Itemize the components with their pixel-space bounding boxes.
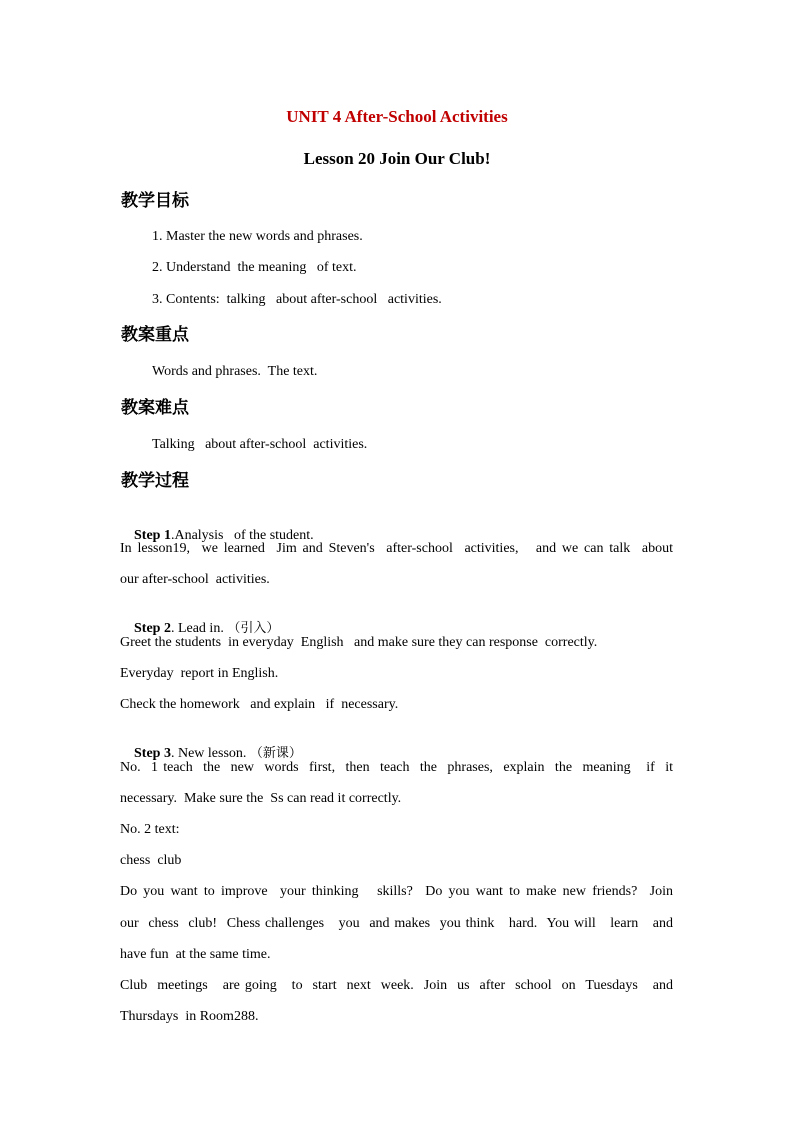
key-points-heading: 教案重点 [121,325,189,345]
step3-label: Step 3 [134,746,171,761]
step2-label: Step 2 [134,621,171,636]
step1-text: .Analysis of the student. [170,528,314,543]
unit-title-text: UNIT 4 After-School Activities [286,107,508,126]
unit-title [0,107,794,127]
step1-paragraph-line-2: our after-school activities. [120,572,270,587]
objective-item-2: 2. Understand the meaning of text. [152,260,357,275]
process-heading: 教学过程 [121,471,189,491]
step2-line-1: Greet the students in everyday English and make sure they can response correctly. [120,635,598,650]
step3-line-2: necessary. Make sure the Ss can read it correctly. [120,791,402,806]
step3-line-4: chess club [120,853,182,868]
step3-text: . New lesson. [170,746,250,761]
step2-line-2: Everyday report in English. [120,666,279,681]
step3-cjk: （新课） [249,746,302,761]
step2-line-3: Check the homework and explain if necessary. [120,697,399,712]
step3-line-6: our chess club! Chess challenges you and makes you think hard. You will learn and [120,916,673,931]
step3-line-5: Do you want to improve your thinking skills? Do you want to make new friends? Join [120,884,673,899]
step3-line-3: No. 2 text: [120,822,180,837]
key-points-text: Words and phrases. The text. [152,364,318,379]
lesson-title: Lesson 20 Join Our Club! [303,149,491,168]
objective-item-1: 1. Master the new words and phrases. [152,229,363,244]
objective-item-3: 3. Contents: talking about after-school activities. [152,292,442,307]
step3-line-1: No. 1 teach the new words first, then teach the phrases, explain the meaning if it [120,760,673,775]
step1-label: Step 1 [134,528,171,543]
step3-line-8: Club meetings are going to start next week. Join us after school on Tuesdays and [120,978,673,993]
objectives-heading: 教学目标 [121,191,189,211]
step2-text: . Lead in. [170,621,228,636]
difficulties-heading: 教案难点 [121,398,189,418]
step1-paragraph-line-1: In lesson19, we learned Jim and Steven's after-school activities, and we can talk about [120,541,673,556]
step3-line-9: Thursdays in Room288. [120,1009,259,1024]
step2-cjk: （引入） [227,621,280,636]
difficulties-text: Talking about after-school activities. [152,437,368,452]
step3-line-7: have fun at the same time. [120,947,271,962]
